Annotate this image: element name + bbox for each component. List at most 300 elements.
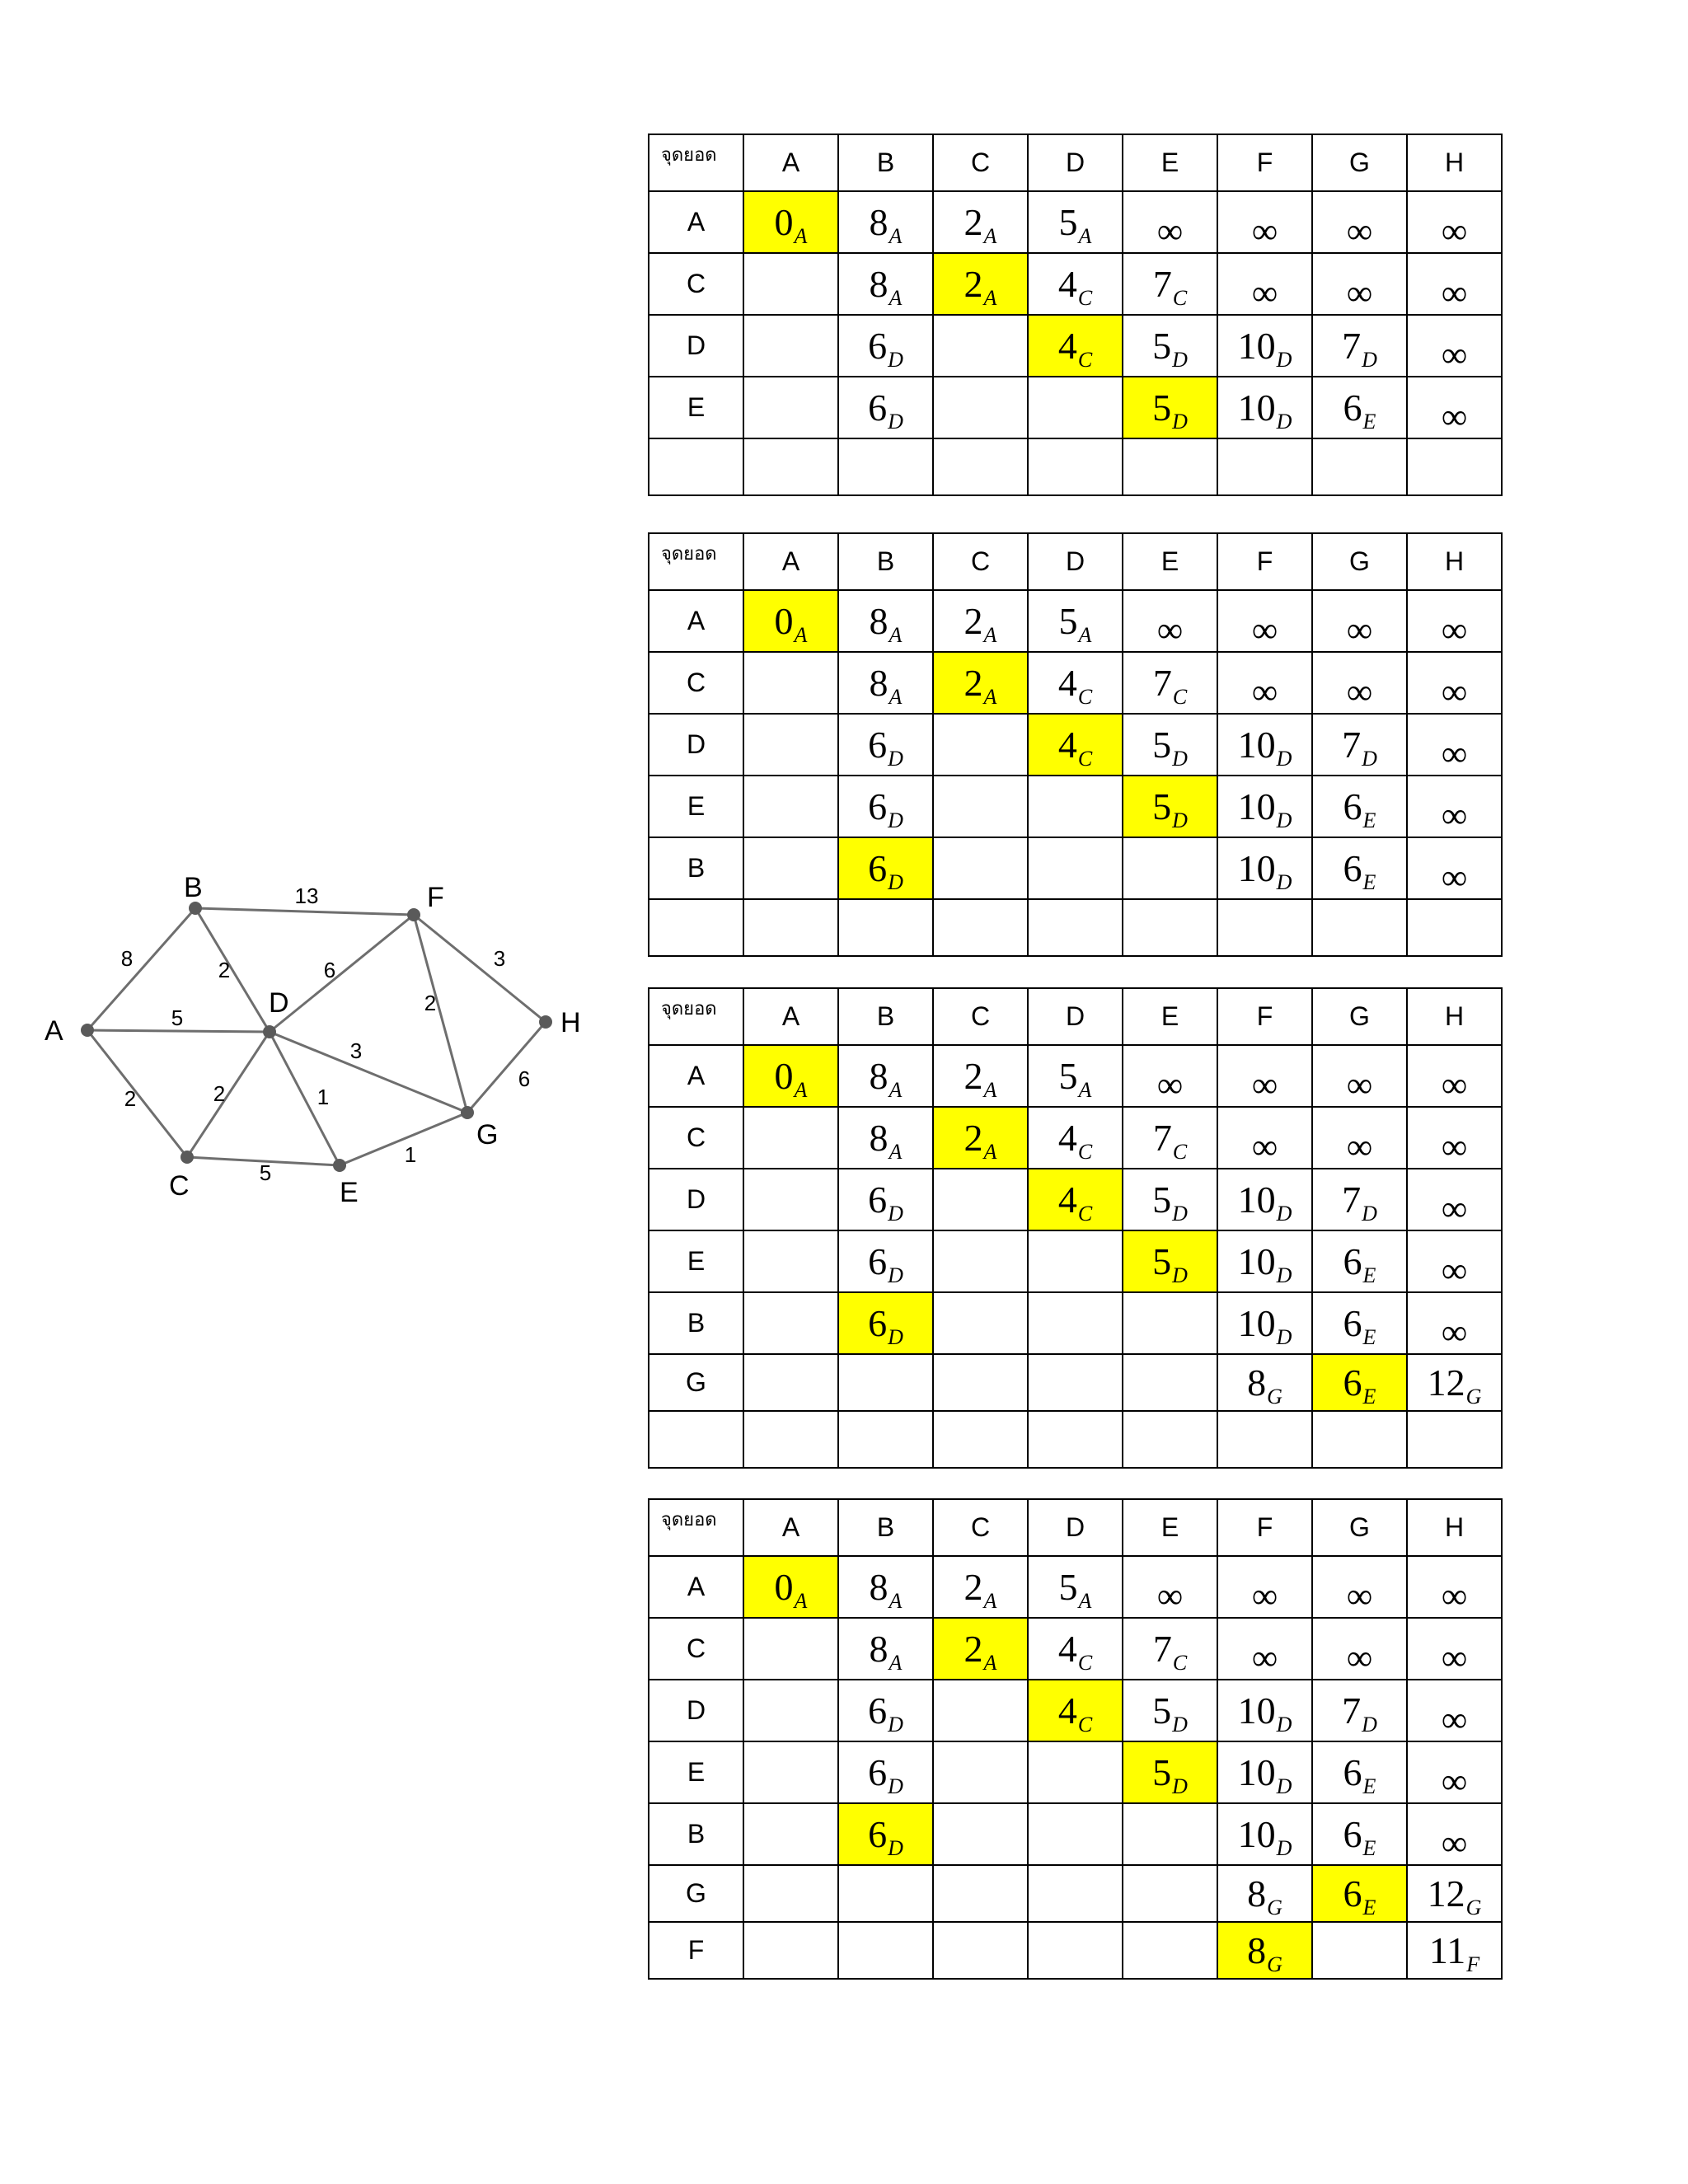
header-row xyxy=(649,134,1502,191)
table-cell xyxy=(933,1741,1028,1803)
edge-weight-F-H: 3 xyxy=(493,946,506,971)
table-cell xyxy=(1028,837,1123,899)
row-label: C xyxy=(649,1107,743,1169)
column-header-B: B xyxy=(838,134,933,191)
predecessor-subscript: D xyxy=(888,870,903,894)
table-cell-selected xyxy=(933,1107,1028,1169)
table-cell xyxy=(933,1556,1028,1618)
table-cell xyxy=(1312,1169,1407,1230)
node-C xyxy=(181,1151,194,1164)
distance-value: $4_C$ xyxy=(1057,263,1093,310)
predecessor-subscript: D xyxy=(888,410,903,434)
table-cell xyxy=(933,1169,1028,1230)
column-header-H: H xyxy=(1407,988,1502,1045)
node-label-C: C xyxy=(169,1170,190,1202)
predecessor-subscript: A xyxy=(794,1078,808,1102)
distance-value: $2_A$ xyxy=(964,600,997,647)
table-cell-selected xyxy=(1217,1922,1312,1979)
distance-value: $10_D$ xyxy=(1237,847,1292,894)
distance-value: $10_D$ xyxy=(1237,1240,1292,1287)
table-cell xyxy=(1407,1618,1502,1680)
table-cell xyxy=(1028,1230,1123,1292)
infinity-value: ∞ xyxy=(1346,1127,1373,1167)
table-cell xyxy=(838,652,933,714)
table-cell xyxy=(1312,590,1407,652)
table-cell xyxy=(933,1292,1028,1354)
infinity-value: ∞ xyxy=(1441,1699,1468,1740)
table-cell xyxy=(838,377,933,438)
infinity-value: ∞ xyxy=(1441,795,1468,836)
table-cell xyxy=(743,1354,838,1411)
table-cell xyxy=(1123,1922,1217,1979)
column-header-E: E xyxy=(1123,1499,1217,1556)
table-cell xyxy=(1407,1230,1502,1292)
table-cell xyxy=(933,315,1028,377)
predecessor-subscript: E xyxy=(1362,1263,1376,1287)
table-cell xyxy=(1028,191,1123,253)
predecessor-subscript: E xyxy=(1362,1385,1376,1408)
distance-value: $7_C$ xyxy=(1152,1117,1188,1164)
table-cell xyxy=(1312,1107,1407,1169)
distance-value: $0_A$ xyxy=(774,600,808,647)
column-header-G: G xyxy=(1312,134,1407,191)
table-cell xyxy=(1312,776,1407,837)
distance-value: $7_D$ xyxy=(1342,724,1377,771)
distance-value: $10_D$ xyxy=(1237,1179,1292,1226)
table-cell xyxy=(1312,377,1407,438)
column-header-D: D xyxy=(1028,1499,1123,1556)
column-header-C: C xyxy=(933,988,1028,1045)
table-cell xyxy=(1312,714,1407,776)
infinity-value: ∞ xyxy=(1441,733,1468,774)
table-row xyxy=(649,1169,1502,1230)
table-cell xyxy=(1407,1556,1502,1618)
table-cell xyxy=(1217,1803,1312,1865)
distance-value: $5_D$ xyxy=(1152,387,1188,434)
infinity-value: ∞ xyxy=(1441,1576,1468,1616)
node-B xyxy=(189,902,202,915)
edge-weight-A-D: 5 xyxy=(171,1005,184,1030)
row-label: G xyxy=(649,1865,743,1922)
distance-value: $2_A$ xyxy=(964,1566,997,1613)
distance-value: $5_D$ xyxy=(1152,1179,1188,1226)
node-label-E: E xyxy=(340,1177,359,1208)
predecessor-subscript: D xyxy=(888,1325,903,1349)
predecessor-subscript: E xyxy=(1362,1836,1376,1860)
distance-value: $10_D$ xyxy=(1237,1302,1292,1349)
predecessor-subscript: D xyxy=(1172,1263,1188,1287)
table-cell xyxy=(933,899,1028,956)
distance-value: $10_D$ xyxy=(1237,724,1292,771)
table-cell xyxy=(933,438,1028,495)
distance-value: $2_A$ xyxy=(964,662,997,709)
table-cell xyxy=(838,1556,933,1618)
edge-weight-F-G: 2 xyxy=(424,991,437,1015)
infinity-value: ∞ xyxy=(1346,610,1373,650)
table-cell xyxy=(743,1107,838,1169)
distance-value: $5_D$ xyxy=(1152,1690,1188,1736)
predecessor-subscript: D xyxy=(888,1263,903,1287)
predecessor-subscript: G xyxy=(1465,1385,1482,1408)
distance-value: $5_D$ xyxy=(1152,1751,1188,1798)
distance-value: $0_A$ xyxy=(774,1055,808,1102)
table-cell xyxy=(838,1411,933,1468)
predecessor-subscript: D xyxy=(1276,348,1292,372)
table-cell xyxy=(1028,1411,1123,1468)
predecessor-subscript: A xyxy=(983,1589,997,1613)
distance-value: $10_D$ xyxy=(1237,1813,1292,1860)
distance-value: $7_C$ xyxy=(1152,662,1188,709)
table-cell-selected xyxy=(933,652,1028,714)
distance-value: $4_C$ xyxy=(1057,724,1093,771)
predecessor-subscript: D xyxy=(888,747,903,771)
distance-value: $5_A$ xyxy=(1058,201,1092,248)
table-cell xyxy=(1217,899,1312,956)
table-cell-selected xyxy=(1123,1230,1217,1292)
table-cell-selected xyxy=(933,1618,1028,1680)
table-row xyxy=(649,1411,1502,1468)
predecessor-subscript: A xyxy=(983,224,997,248)
edge-weight-E-G: 1 xyxy=(404,1142,417,1167)
predecessor-subscript: G xyxy=(1267,1385,1282,1408)
distance-value: $6_D$ xyxy=(868,1179,903,1226)
predecessor-subscript: A xyxy=(794,224,808,248)
table-cell xyxy=(1217,1865,1312,1922)
predecessor-subscript: D xyxy=(1276,1263,1292,1287)
distance-value: $10_D$ xyxy=(1237,325,1292,372)
table-row xyxy=(649,1107,1502,1169)
dijkstra-table-4 xyxy=(648,1498,1503,1980)
table-cell xyxy=(1312,652,1407,714)
table-cell xyxy=(933,776,1028,837)
table-row xyxy=(649,652,1502,714)
edge-weight-A-B: 8 xyxy=(120,946,134,971)
table-cell xyxy=(1407,714,1502,776)
table-cell xyxy=(838,1618,933,1680)
distance-value: $2_A$ xyxy=(964,263,997,310)
distance-value: $5_D$ xyxy=(1152,785,1188,832)
table-cell xyxy=(1028,1803,1123,1865)
node-D xyxy=(263,1025,276,1038)
table-cell xyxy=(1407,1354,1502,1411)
predecessor-subscript: E xyxy=(1362,1325,1376,1349)
table-cell xyxy=(1312,1411,1407,1468)
predecessor-subscript: D xyxy=(1172,1202,1188,1226)
predecessor-subscript: C xyxy=(1077,685,1093,709)
distance-value: $6_D$ xyxy=(868,1240,903,1287)
edge-F-G xyxy=(414,915,467,1113)
distance-value: $6_D$ xyxy=(868,785,903,832)
predecessor-subscript: D xyxy=(1276,1202,1292,1226)
column-header-G: G xyxy=(1312,533,1407,590)
node-E xyxy=(333,1159,346,1172)
table-cell xyxy=(838,714,933,776)
table-cell xyxy=(1028,1741,1123,1803)
table-row xyxy=(649,377,1502,438)
predecessor-subscript: C xyxy=(1077,747,1093,771)
table-cell xyxy=(1217,1045,1312,1107)
distance-value: $0_A$ xyxy=(774,1566,808,1613)
dijkstra-table-3 xyxy=(648,987,1503,1469)
column-header-H: H xyxy=(1407,533,1502,590)
table-cell xyxy=(1217,837,1312,899)
column-header-C: C xyxy=(933,1499,1028,1556)
distance-value: $6_E$ xyxy=(1343,1872,1376,1919)
table-cell xyxy=(743,776,838,837)
table-cell xyxy=(1312,253,1407,315)
predecessor-subscript: A xyxy=(889,224,903,248)
table-cell xyxy=(838,1045,933,1107)
predecessor-subscript: A xyxy=(1078,1589,1092,1613)
table-cell xyxy=(1312,191,1407,253)
table-cell xyxy=(1407,837,1502,899)
row-label: D xyxy=(649,315,743,377)
table-cell xyxy=(1028,1618,1123,1680)
distance-value: $8_G$ xyxy=(1247,1929,1282,1976)
table-cell xyxy=(1312,438,1407,495)
table-row xyxy=(649,1680,1502,1741)
edge-weight-D-G: 3 xyxy=(349,1038,363,1063)
table-cell xyxy=(1123,191,1217,253)
distance-value: $8_G$ xyxy=(1247,1361,1282,1408)
table-cell xyxy=(743,899,838,956)
row-label: D xyxy=(649,1169,743,1230)
infinity-value: ∞ xyxy=(1441,1065,1468,1105)
infinity-value: ∞ xyxy=(1346,1065,1373,1105)
table-cell xyxy=(1407,1803,1502,1865)
table-cell xyxy=(933,1803,1028,1865)
table-row xyxy=(649,1922,1502,1979)
predecessor-subscript: D xyxy=(888,1202,903,1226)
table-cell xyxy=(1407,315,1502,377)
predecessor-subscript: A xyxy=(889,286,903,310)
distance-value: $6_E$ xyxy=(1343,1302,1376,1349)
infinity-value: ∞ xyxy=(1346,672,1373,712)
row-label: F xyxy=(649,1922,743,1979)
table-cell xyxy=(838,1107,933,1169)
table-cell xyxy=(1123,1803,1217,1865)
table-cell xyxy=(743,1680,838,1741)
column-header-B: B xyxy=(838,988,933,1045)
distance-value: $5_D$ xyxy=(1152,325,1188,372)
edge-weight-C-E: 5 xyxy=(259,1160,272,1185)
table-cell xyxy=(1312,1230,1407,1292)
predecessor-subscript: D xyxy=(1276,1713,1292,1736)
table-cell xyxy=(1217,1741,1312,1803)
predecessor-subscript: F xyxy=(1466,1952,1480,1976)
distance-value: $7_C$ xyxy=(1152,1628,1188,1675)
column-header-G: G xyxy=(1312,988,1407,1045)
infinity-value: ∞ xyxy=(1251,1065,1278,1105)
distance-value: $6_D$ xyxy=(868,325,903,372)
predecessor-subscript: E xyxy=(1362,1774,1376,1798)
corner-label: จุดยอด xyxy=(649,988,743,1045)
table-cell xyxy=(838,1354,933,1411)
distance-value: $4_C$ xyxy=(1057,325,1093,372)
table-cell-selected xyxy=(1312,1865,1407,1922)
column-header-C: C xyxy=(933,134,1028,191)
table-cell xyxy=(1028,1865,1123,1922)
distance-value: $8_G$ xyxy=(1247,1872,1282,1919)
corner-label: จุดยอด xyxy=(649,134,743,191)
infinity-value: ∞ xyxy=(1441,1312,1468,1352)
table-cell xyxy=(1217,1411,1312,1468)
table-cell xyxy=(1312,1292,1407,1354)
predecessor-subscript: C xyxy=(1077,1713,1093,1736)
table-cell xyxy=(1028,1354,1123,1411)
table-cell xyxy=(1312,315,1407,377)
predecessor-subscript: A xyxy=(889,1078,903,1102)
table-cell xyxy=(838,590,933,652)
table-cell xyxy=(1123,253,1217,315)
distance-value: $6_D$ xyxy=(868,1813,903,1860)
distance-value: $4_C$ xyxy=(1057,1179,1093,1226)
table-cell xyxy=(838,899,933,956)
distance-value: $8_A$ xyxy=(869,1117,903,1164)
table-cell xyxy=(1028,253,1123,315)
table-cell xyxy=(1123,652,1217,714)
table-cell xyxy=(1407,1045,1502,1107)
distance-value: $6_E$ xyxy=(1343,387,1376,434)
edge-weight-D-E: 1 xyxy=(316,1085,330,1109)
table-row xyxy=(649,1741,1502,1803)
table-cell xyxy=(1123,899,1217,956)
table-cell xyxy=(1407,377,1502,438)
distance-value: $4_C$ xyxy=(1057,1690,1093,1736)
table-row xyxy=(649,1292,1502,1354)
table-cell xyxy=(933,191,1028,253)
table-cell xyxy=(1217,1680,1312,1741)
predecessor-subscript: D xyxy=(888,1774,903,1798)
infinity-value: ∞ xyxy=(1251,273,1278,313)
row-label: B xyxy=(649,1803,743,1865)
edge-D-C xyxy=(187,1032,270,1157)
infinity-value: ∞ xyxy=(1441,857,1468,898)
table-cell xyxy=(933,1922,1028,1979)
table-row xyxy=(649,253,1502,315)
table-row xyxy=(649,714,1502,776)
predecessor-subscript: E xyxy=(1362,1896,1376,1919)
table-cell xyxy=(933,377,1028,438)
infinity-value: ∞ xyxy=(1441,1127,1468,1167)
predecessor-subscript: A xyxy=(889,1140,903,1164)
table-cell xyxy=(743,1169,838,1230)
table-row xyxy=(649,837,1502,899)
row-label: C xyxy=(649,652,743,714)
predecessor-subscript: A xyxy=(1078,1078,1092,1102)
table-cell xyxy=(1312,1045,1407,1107)
column-header-E: E xyxy=(1123,988,1217,1045)
distance-value: $7_D$ xyxy=(1342,1179,1377,1226)
table-cell xyxy=(1217,377,1312,438)
table-cell xyxy=(1123,1107,1217,1169)
table-cell xyxy=(743,652,838,714)
distance-value: $0_A$ xyxy=(774,201,808,248)
table-cell-selected xyxy=(743,191,838,253)
predecessor-subscript: C xyxy=(1172,286,1188,310)
distance-value: $10_D$ xyxy=(1237,785,1292,832)
table-cell-selected xyxy=(838,837,933,899)
table-cell-selected xyxy=(743,590,838,652)
dijkstra-table-2 xyxy=(648,532,1503,957)
table-cell xyxy=(933,1865,1028,1922)
table-cell xyxy=(933,1354,1028,1411)
predecessor-subscript: A xyxy=(983,623,997,647)
table-cell xyxy=(743,438,838,495)
row-label: D xyxy=(649,1680,743,1741)
column-header-G: G xyxy=(1312,1499,1407,1556)
infinity-value: ∞ xyxy=(1156,1065,1184,1105)
table-cell xyxy=(1217,590,1312,652)
infinity-value: ∞ xyxy=(1441,211,1468,251)
distance-value: $8_A$ xyxy=(869,201,903,248)
table-cell-selected xyxy=(1123,776,1217,837)
table-cell xyxy=(1028,438,1123,495)
distance-value: $10_D$ xyxy=(1237,387,1292,434)
infinity-value: ∞ xyxy=(1441,610,1468,650)
table-cell xyxy=(838,1680,933,1741)
table-cell xyxy=(1028,899,1123,956)
table-row xyxy=(649,1556,1502,1618)
table-cell-selected xyxy=(1028,1680,1123,1741)
infinity-value: ∞ xyxy=(1441,273,1468,313)
distance-value: $6_D$ xyxy=(868,724,903,771)
table-cell xyxy=(1123,1411,1217,1468)
distance-value: $10_D$ xyxy=(1237,1751,1292,1798)
predecessor-subscript: D xyxy=(1362,747,1377,771)
predecessor-subscript: D xyxy=(1172,1774,1188,1798)
distance-value: $6_D$ xyxy=(868,1302,903,1349)
table-cell xyxy=(743,1741,838,1803)
header-row xyxy=(649,988,1502,1045)
distance-value: $7_C$ xyxy=(1152,263,1188,310)
distance-value: $5_D$ xyxy=(1152,1240,1188,1287)
edge-E-G xyxy=(340,1113,467,1165)
edge-A-C xyxy=(87,1030,187,1157)
table-cell xyxy=(933,1045,1028,1107)
edge-A-D xyxy=(87,1030,270,1032)
predecessor-subscript: A xyxy=(889,1589,903,1613)
distance-value: $6_D$ xyxy=(868,847,903,894)
table-cell xyxy=(838,1741,933,1803)
predecessor-subscript: D xyxy=(888,1713,903,1736)
row-label: D xyxy=(649,714,743,776)
infinity-value: ∞ xyxy=(1441,1823,1468,1863)
table-cell xyxy=(1407,1680,1502,1741)
table-cell xyxy=(743,377,838,438)
table-cell xyxy=(1123,1354,1217,1411)
predecessor-subscript: D xyxy=(1172,747,1188,771)
table-row xyxy=(649,191,1502,253)
node-H xyxy=(539,1015,552,1029)
distance-value: $8_A$ xyxy=(869,662,903,709)
row-label: E xyxy=(649,776,743,837)
table-cell xyxy=(1123,1045,1217,1107)
infinity-value: ∞ xyxy=(1156,1576,1184,1616)
column-header-E: E xyxy=(1123,134,1217,191)
predecessor-subscript: D xyxy=(1362,348,1377,372)
column-header-B: B xyxy=(838,1499,933,1556)
predecessor-subscript: A xyxy=(794,623,808,647)
table-row xyxy=(649,590,1502,652)
row-label: A xyxy=(649,590,743,652)
edge-weight-D-F: 6 xyxy=(323,958,336,982)
predecessor-subscript: D xyxy=(1276,747,1292,771)
node-label-D: D xyxy=(269,987,289,1019)
table-cell xyxy=(743,837,838,899)
infinity-value: ∞ xyxy=(1441,335,1468,375)
row-label: A xyxy=(649,1556,743,1618)
